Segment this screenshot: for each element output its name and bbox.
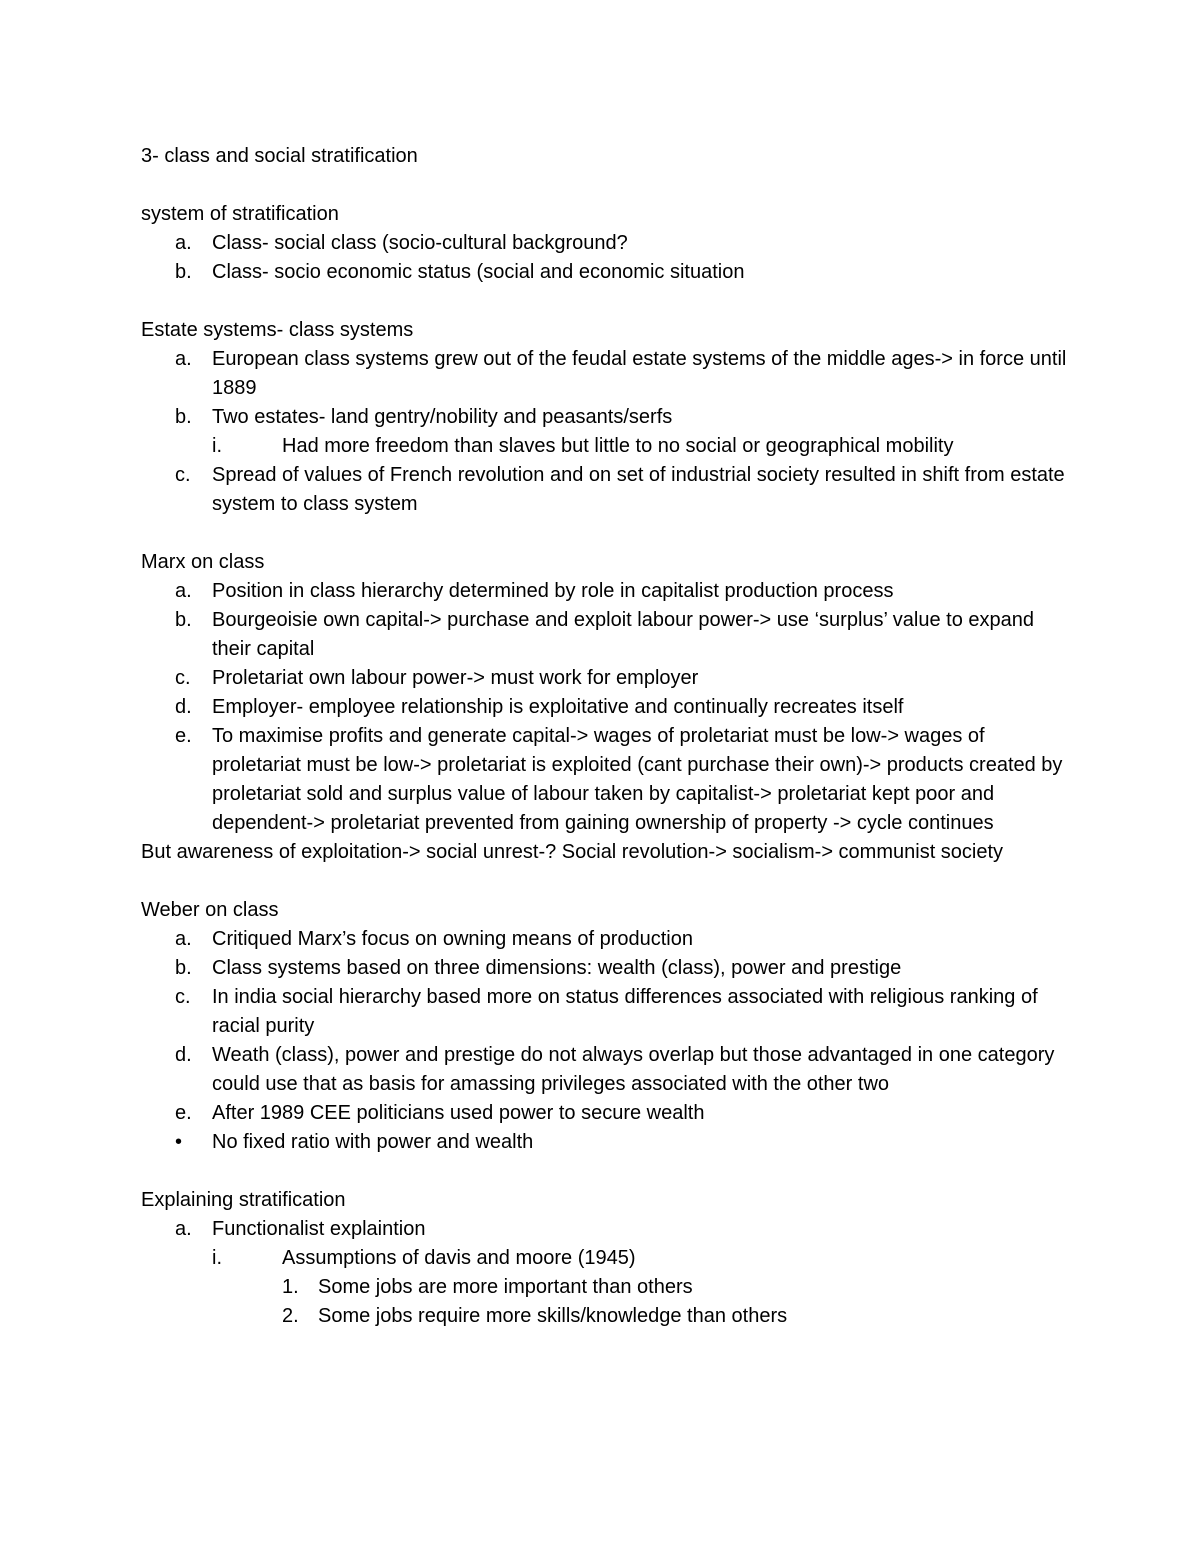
list-marker: a. bbox=[175, 580, 192, 602]
list-item bbox=[141, 693, 1071, 722]
list-item-text: Two estates- land gentry/nobility and peasants/serfs bbox=[212, 406, 673, 428]
list-item bbox=[141, 954, 1071, 983]
section-heading: Explaining stratification bbox=[141, 1189, 346, 1211]
sub-list-item bbox=[141, 1244, 1071, 1273]
section-heading: Marx on class bbox=[141, 551, 265, 573]
list-marker: b. bbox=[175, 957, 192, 979]
numbered-item bbox=[141, 1273, 1071, 1302]
list-item-text: Some jobs require more skills/knowledge than others bbox=[318, 1305, 788, 1327]
list-item bbox=[141, 577, 1071, 606]
list-marker: c. bbox=[175, 986, 191, 1008]
list-item bbox=[141, 664, 1071, 693]
list-item-text: Class systems based on three dimensions: wealth (class), power and prestige bbox=[212, 957, 902, 979]
list-item-text: Spread of values of French revolution and on set of industrial society resulted in shift from estate system to class system bbox=[212, 464, 1065, 515]
list-item bbox=[141, 1099, 1071, 1128]
list-item-text: Assumptions of davis and moore (1945) bbox=[282, 1247, 636, 1269]
list-item bbox=[141, 1215, 1071, 1244]
list-item-text: Position in class hierarchy determined by role in capitalist production process bbox=[212, 580, 894, 602]
list-item-text: After 1989 CEE politicians used power to secure wealth bbox=[212, 1102, 705, 1124]
list-marker: i. bbox=[212, 435, 222, 457]
list-item bbox=[141, 925, 1071, 954]
list-item bbox=[141, 983, 1071, 1041]
list-item-text: Employer- employee relationship is exploitative and continually recreates itself bbox=[212, 696, 904, 718]
bullet-icon: • bbox=[175, 1131, 183, 1153]
list-item bbox=[141, 403, 1071, 432]
list-marker: e. bbox=[175, 1102, 192, 1124]
list-item bbox=[141, 258, 1071, 287]
list-marker: b. bbox=[175, 261, 192, 283]
list-item bbox=[141, 461, 1071, 519]
list-item-text: No fixed ratio with power and wealth bbox=[212, 1131, 534, 1153]
list-marker: 2. bbox=[282, 1305, 299, 1327]
list-item-text: Bourgeoisie own capital-> purchase and exploit labour power-> use ‘surplus’ value to expand their capital bbox=[212, 609, 1034, 660]
list-item bbox=[141, 229, 1071, 258]
section-heading: system of stratification bbox=[141, 203, 339, 225]
list-marker: d. bbox=[175, 696, 192, 718]
list-marker: a. bbox=[175, 348, 192, 370]
list-item-text: To maximise profits and generate capital-> wages of proletariat must be low-> wages of proletariat must be low-> proletariat is exploited (cant purchase their own)-> products created by proletariat sold and surplus value of labour taken by capitalist-> proletariat kept poor and dependent-> proletariat prevented from gaining ownership of property -> cycle continues bbox=[212, 725, 1063, 834]
list-item-text: Proletariat own labour power-> must work for employer bbox=[212, 667, 699, 689]
list-item-text: Class- socio economic status (social and economic situation bbox=[212, 261, 745, 283]
list-marker: 1. bbox=[282, 1276, 299, 1298]
list-item-text: In india social hierarchy based more on status differences associated with religious ranking of racial purity bbox=[212, 986, 1038, 1037]
document-content bbox=[141, 142, 1071, 1331]
section-heading: Estate systems- class systems bbox=[141, 319, 414, 341]
list-marker: d. bbox=[175, 1044, 192, 1066]
list-marker: i. bbox=[212, 1247, 222, 1269]
list-item bbox=[141, 722, 1071, 838]
list-item bbox=[141, 606, 1071, 664]
list-item bbox=[141, 345, 1071, 403]
numbered-item bbox=[141, 1302, 1071, 1331]
list-marker: c. bbox=[175, 667, 191, 689]
list-item-text: Class- social class (socio-cultural background? bbox=[212, 232, 628, 254]
document-title: 3- class and social stratification bbox=[141, 145, 418, 167]
list-marker: a. bbox=[175, 928, 192, 950]
list-marker: b. bbox=[175, 609, 192, 631]
list-item-text: Weath (class), power and prestige do not always overlap but those advantaged in one category could use that as basis for amassing privileges associated with the other two bbox=[212, 1044, 1055, 1095]
list-item-text: Some jobs are more important than others bbox=[318, 1276, 693, 1298]
list-marker: a. bbox=[175, 1218, 192, 1240]
list-item-text: Functionalist explaintion bbox=[212, 1218, 426, 1240]
list-item-text: Critiqued Marx’s focus on owning means of production bbox=[212, 928, 693, 950]
list-marker: b. bbox=[175, 406, 192, 428]
section-heading: Weber on class bbox=[141, 899, 279, 921]
bullet-item bbox=[141, 1128, 1071, 1157]
sub-list-item bbox=[141, 432, 1071, 461]
list-item bbox=[141, 1041, 1071, 1099]
list-marker: c. bbox=[175, 464, 191, 486]
conclusion-text: But awareness of exploitation-> social unrest-? Social revolution-> socialism-> communist society bbox=[141, 841, 1004, 863]
list-marker: a. bbox=[175, 232, 192, 254]
list-item-text: European class systems grew out of the feudal estate systems of the middle ages-> in force until 1889 bbox=[212, 348, 1067, 399]
list-marker: e. bbox=[175, 725, 192, 747]
list-item-text: Had more freedom than slaves but little to no social or geographical mobility bbox=[282, 435, 954, 457]
